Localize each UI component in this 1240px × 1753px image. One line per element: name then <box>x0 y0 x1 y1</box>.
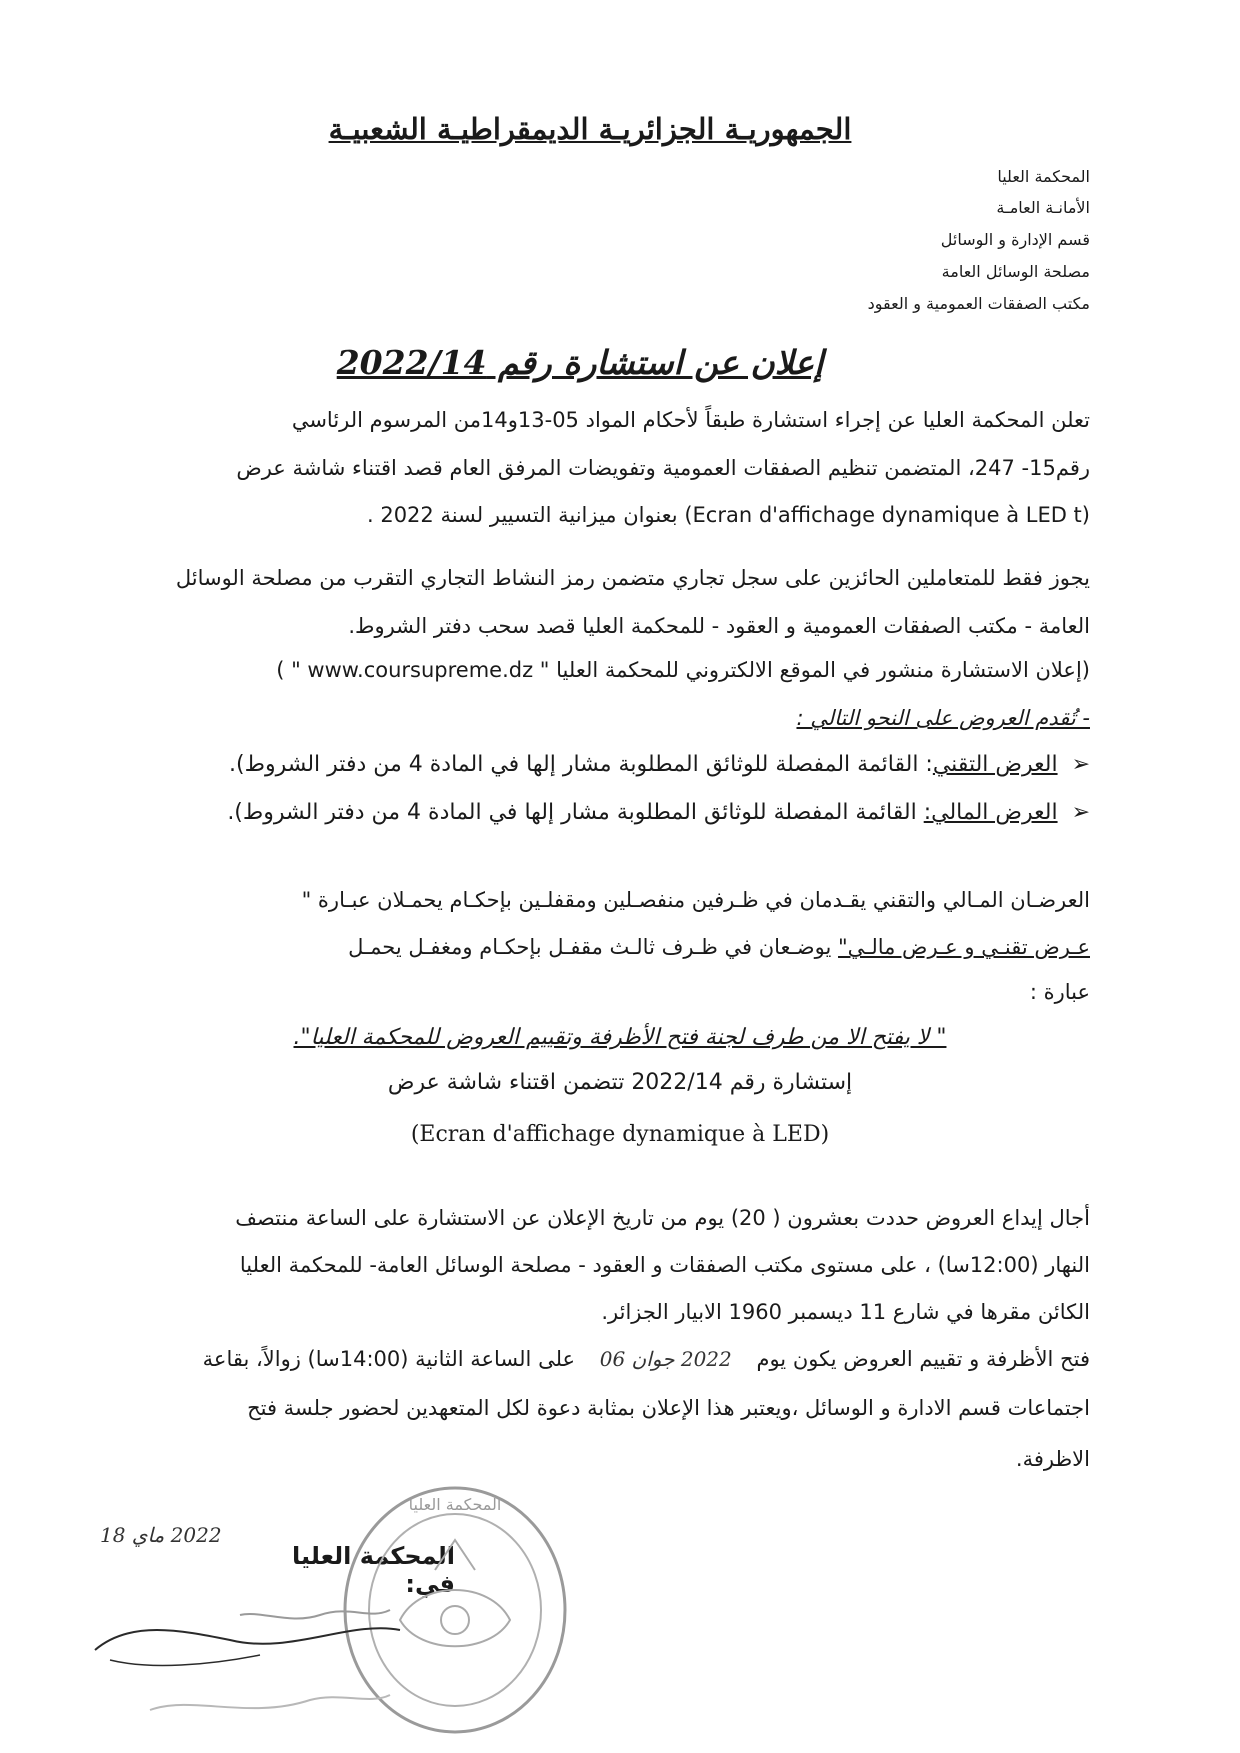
announcement-title: إعلان عن استشارة رقم 2022/14 <box>336 343 824 382</box>
signature-date-stamp: 2022 ماي 18 <box>100 1523 222 1547</box>
envelopes-line-3: عبارة : <box>1029 980 1090 1004</box>
arrow-bullet-icon: ➢ <box>1071 752 1090 777</box>
opening-line-1 <box>140 1347 1090 1371</box>
republic-header: الجمهوريـة الجزائريـة الديمقراطيـة الشعبيـة <box>328 112 852 146</box>
envelopes-line-1: العرضـان المـالي والتقني يقـدمان في ظـرفين منفصـلين ومقفلـين بإحكـام يحمـلان عبـارة " <box>301 888 1090 912</box>
envelope-product: (Ecran d'affichage dynamique à LED) <box>410 1122 830 1147</box>
envelopes-line-2 <box>140 935 1090 959</box>
org-line-general-secretariat: الأمانـة العامـة <box>996 198 1090 217</box>
offer-technical-text: : القائمة المفصلة للوثائق المطلوبة مشار إلها في المادة 4 من دفتر الشروط). <box>229 752 933 777</box>
eligibility-line-2: العامة - مكتب الصفقات العمومية و العقود - للمحكمة العليا قصد سحب دفتر الشروط. <box>348 614 1090 638</box>
org-line-admin-department: قسم الإدارة و الوسائل <box>940 230 1090 249</box>
offers-intro: - تُقدم العروض على النحو التالي : <box>796 706 1090 730</box>
envelopes-underlined-phrase: عـرض تقنـي و عـرض مالـي" <box>838 935 1090 959</box>
opening-line-2: اجتماعات قسم الادارة و الوسائل ،ويعتبر هذا الإعلان بمثابة دعوة لكل المتعهدين لحضور جلسة فتح <box>247 1396 1090 1420</box>
opening-line-1-end: على الساعة الثانية (14:00سا) زوالاً، بقاعة <box>202 1347 576 1371</box>
opening-line-1-start: فتح الأظرفة و تقييم العروض يكون يوم <box>756 1347 1090 1371</box>
arrow-bullet-icon: ➢ <box>1071 800 1090 825</box>
org-line-general-services: مصلحة الوسائل العامة <box>941 262 1090 281</box>
intro-line-3: (Ecran d'affichage dynamique à LED t) بعنوان ميزانية التسيير لسنة 2022 . <box>366 503 1090 527</box>
org-line-procurement-office: مكتب الصفقات العمومية و العقود <box>867 294 1090 313</box>
deadline-line-3: الكائن مقرها في شارع 11 ديسمبر 1960 الابيار الجزائر. <box>601 1300 1090 1324</box>
deadline-line-2: النهار (12:00سا) ، على مستوى مكتب الصفقات و العقود - مصلحة الوسائل العامة- للمحكمة العليا <box>239 1253 1090 1277</box>
intro-line-2: رقم15- 247، المتضمن تنظيم الصفقات العمومية وتفويضات المرفق العام قصد اقتناء شاشة عرض <box>236 456 1090 480</box>
org-line-supreme-court: المحكمة العليا <box>997 167 1090 186</box>
offer-technical-label: العرض التقني <box>932 752 1058 777</box>
offer-financial <box>140 800 1090 825</box>
offer-technical <box>140 752 1090 777</box>
intro-line-1: تعلن المحكمة العليا عن إجراء استشارة طبقاً لأحكام المواد 05-13و14من المرسوم الرئاسي <box>291 408 1090 432</box>
stamped-date: 2022 جوان 06 <box>599 1347 732 1371</box>
eligibility-line-1: يجوز فقط للمتعاملين الحائزين على سجل تجاري متضمن رمز النشاط التجاري التقرب من مصلحة الوسائل <box>175 566 1090 590</box>
offer-financial-label: العرض المالي: <box>923 800 1058 825</box>
seal-text: المحكمة العليا <box>408 1495 502 1514</box>
envelope-quote: " لا يفتح الا من طرف لجنة فتح الأظرفة وتقييم العروض للمحكمة العليا". <box>293 1025 947 1050</box>
envelope-subject: إستشارة رقم 2022/14 تتضمن اقتناء شاشة عرض <box>387 1070 853 1095</box>
offer-financial-text: القائمة المفصلة للوثائق المطلوبة مشار إلها في المادة 4 من دفتر الشروط). <box>227 800 924 825</box>
envelopes-line-2-rest: يوضـعان في ظـرف ثالـث مقفـل بإحكـام ومغفـل يحمـل <box>348 935 839 959</box>
signature-place: المحكمة العليا في: <box>292 1542 455 1598</box>
opening-line-3: الاظرفة. <box>1015 1447 1090 1471</box>
handwritten-signature-icon <box>90 1600 420 1740</box>
eligibility-line-3: (إعلان الاستشارة منشور في الموقع الالكتروني للمحكمة العليا " www.coursupreme.dz " ) <box>276 658 1090 682</box>
deadline-line-1: أجال إيداع العروض حددت بعشرون ( 20) يوم من تاريخ الإعلان عن الاستشارة على الساعة منتصف <box>235 1206 1090 1230</box>
